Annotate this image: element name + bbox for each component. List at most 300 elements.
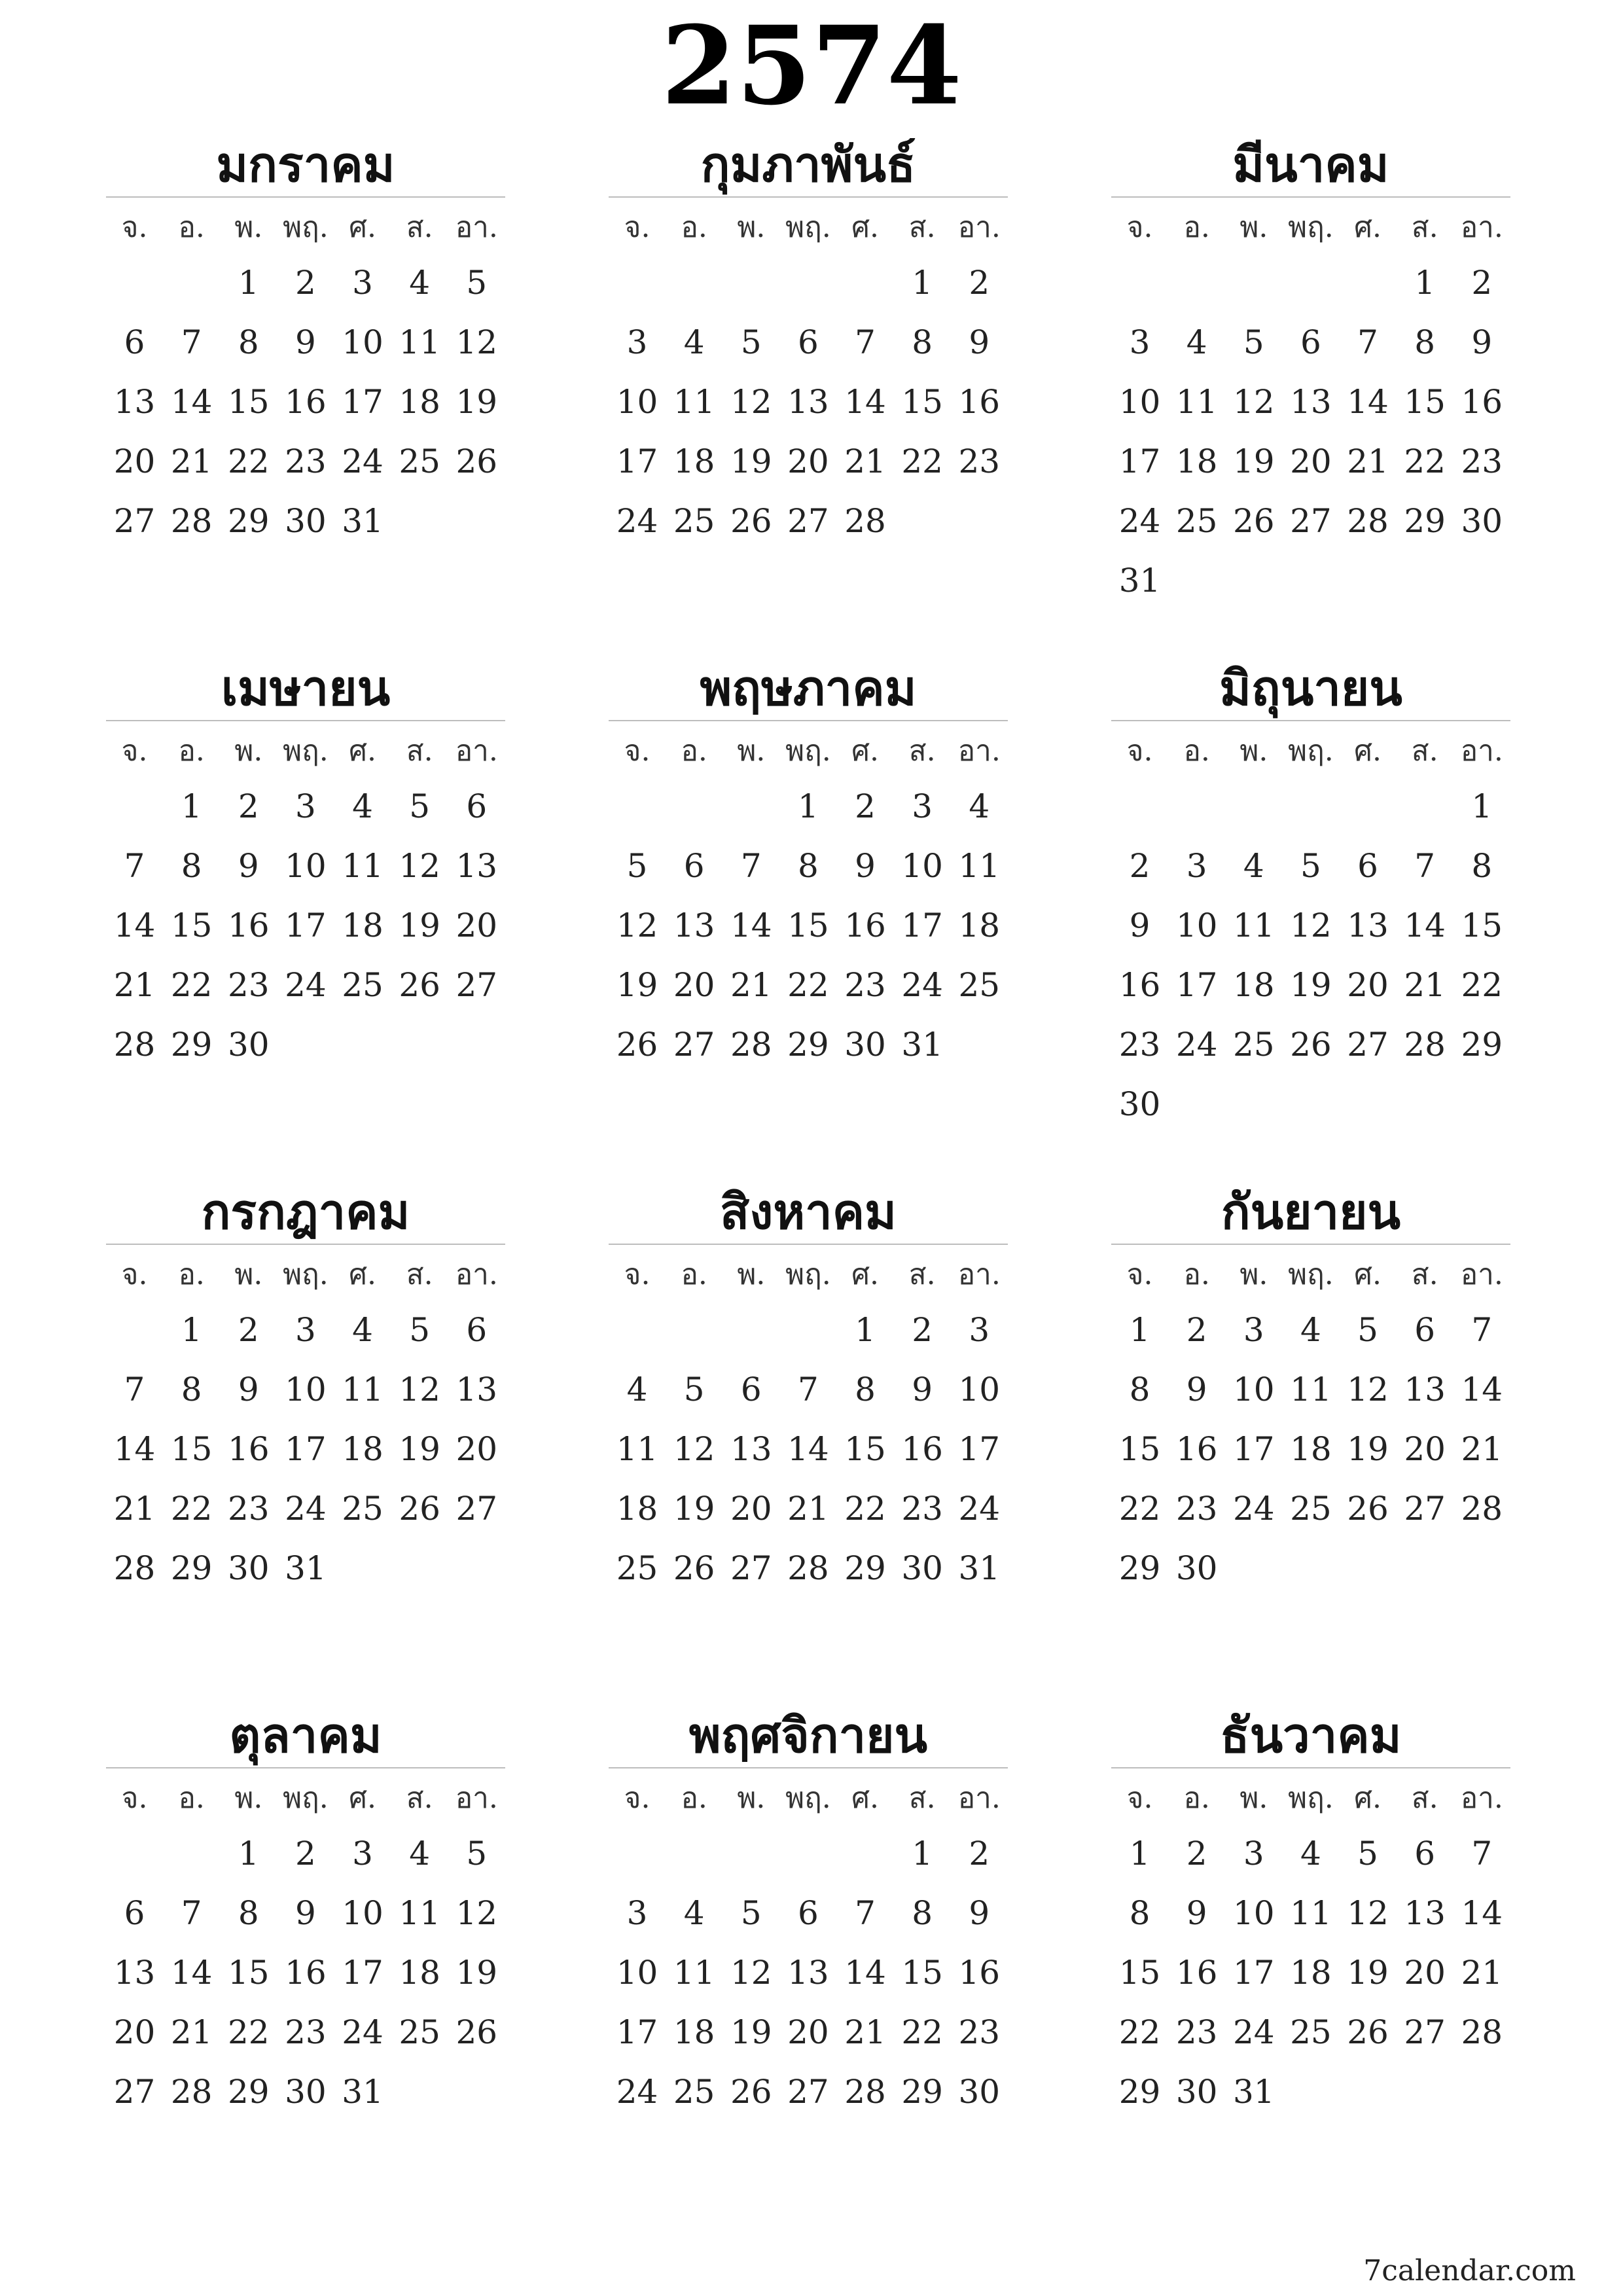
weekday-label: อ.	[1183, 1258, 1210, 1291]
day-cell: 1	[912, 1835, 933, 1873]
day-cell: 24	[901, 966, 943, 1004]
day-cell: 20	[673, 966, 715, 1004]
day-cell: 5	[466, 1835, 488, 1873]
day-cell	[1225, 1075, 1282, 1134]
week-row	[106, 2003, 505, 2062]
day-cell: 8	[181, 1371, 202, 1408]
weekday-label: พ.	[234, 734, 263, 768]
day-cell: 6	[1414, 1835, 1436, 1873]
week-row	[609, 896, 1008, 956]
day-cell: 27	[113, 502, 156, 540]
day-cell: 2	[238, 1311, 259, 1349]
day-cell: 4	[626, 1371, 648, 1408]
day-cell: 17	[901, 906, 943, 944]
day-cell: 1	[181, 1311, 202, 1349]
day-cell: 15	[1461, 906, 1503, 944]
day-cell: 7	[124, 1371, 145, 1408]
day-cell: 27	[787, 2073, 829, 2111]
month-name: พฤษภาคม	[700, 660, 917, 717]
day-cell: 17	[1233, 1430, 1275, 1468]
day-cell: 7	[798, 1371, 819, 1408]
day-cell: 12	[730, 383, 772, 421]
weekday-label: พ.	[1240, 211, 1268, 244]
weekday-label: ศ.	[851, 734, 880, 768]
weekday-label: พฤ.	[283, 734, 329, 768]
weekday-label: อา.	[1460, 734, 1503, 768]
day-cell: 22	[228, 2013, 270, 2051]
day-cell: 1	[912, 264, 933, 302]
day-cell: 16	[285, 383, 327, 421]
week-row	[106, 313, 505, 372]
week-row	[106, 1943, 505, 2003]
weekday-label: พฤ.	[1288, 1258, 1334, 1291]
day-cell	[951, 1015, 1008, 1075]
day-cell: 1	[1129, 1311, 1150, 1349]
day-cell: 3	[1243, 1311, 1264, 1349]
day-cell: 20	[730, 1490, 772, 1528]
month-divider	[1111, 720, 1510, 721]
day-cell: 9	[912, 1371, 933, 1408]
day-cell: 30	[844, 1026, 886, 1064]
weekday-label: อา.	[1460, 1782, 1503, 1815]
week-row	[1111, 432, 1510, 492]
day-cell	[334, 1015, 391, 1075]
day-cell: 27	[1404, 1490, 1446, 1528]
day-cell: 19	[399, 906, 440, 944]
weekday-label: ส.	[1411, 211, 1438, 244]
day-cell: 6	[683, 847, 705, 885]
week-row	[106, 1420, 505, 1479]
week-row	[609, 777, 1008, 836]
day-cell: 31	[1233, 2073, 1275, 2111]
day-cell: 12	[730, 1954, 772, 1992]
weekday-label: อา.	[957, 734, 1001, 768]
day-cell: 14	[844, 383, 886, 421]
week-row	[1111, 1943, 1510, 2003]
day-cell: 14	[170, 383, 213, 421]
day-cell: 8	[798, 847, 819, 885]
day-cell: 9	[295, 1894, 316, 1932]
weekday-label: อ.	[178, 1782, 205, 1815]
day-cell: 25	[673, 502, 715, 540]
day-cell: 9	[969, 323, 990, 361]
day-cell	[1111, 253, 1168, 313]
week-row	[609, 1300, 1008, 1360]
day-cell: 27	[113, 2073, 156, 2111]
month-name: ธันวาคม	[1220, 1708, 1402, 1764]
month-name: กรกฎาคม	[201, 1184, 410, 1240]
weekday-label: จ.	[624, 1782, 651, 1815]
day-cell: 22	[170, 966, 213, 1004]
day-cell: 29	[170, 1549, 213, 1587]
day-cell: 10	[616, 1954, 658, 1992]
day-cell: 4	[1300, 1311, 1321, 1349]
day-cell	[1340, 551, 1397, 611]
weekday-label: จ.	[1126, 1258, 1153, 1291]
weekday-label: พฤ.	[785, 1258, 831, 1291]
week-row	[1111, 777, 1510, 836]
day-cell: 15	[170, 906, 213, 944]
day-cell: 20	[787, 2013, 829, 2051]
day-cell: 4	[409, 1835, 431, 1873]
month-divider	[609, 1244, 1008, 1245]
week-row	[1111, 253, 1510, 313]
day-cell: 18	[342, 1430, 383, 1468]
day-cell: 27	[787, 502, 829, 540]
day-cell	[666, 777, 722, 836]
day-cell	[1168, 551, 1225, 611]
day-cell: 23	[228, 966, 270, 1004]
day-cell: 16	[228, 906, 270, 944]
weekday-label: พ.	[234, 211, 263, 244]
weekday-label: พ.	[1240, 1782, 1268, 1815]
day-cell: 15	[170, 1430, 213, 1468]
day-cell: 6	[798, 1894, 819, 1932]
day-cell: 25	[673, 2073, 715, 2111]
weekday-label: จ.	[1126, 211, 1153, 244]
day-cell	[448, 492, 505, 551]
month-block	[609, 1705, 1008, 2150]
day-cell	[666, 253, 722, 313]
weekday-label: อา.	[455, 1782, 498, 1815]
weekday-header	[1111, 726, 1510, 776]
week-row	[1111, 896, 1510, 956]
week-row	[609, 1015, 1008, 1075]
day-cell: 3	[1243, 1835, 1264, 1873]
month-block	[106, 1181, 505, 1626]
day-cell: 29	[1404, 502, 1446, 540]
day-cell: 3	[626, 323, 648, 361]
week-row	[609, 313, 1008, 372]
day-cell: 22	[1118, 2013, 1161, 2051]
day-cell	[1282, 1539, 1339, 1598]
weekday-label: ศ.	[1354, 1258, 1382, 1291]
month-block	[106, 658, 505, 1103]
weekday-label: ส.	[1411, 1782, 1438, 1815]
day-cell: 21	[787, 1490, 829, 1528]
day-cell: 4	[1243, 847, 1264, 885]
weekday-label: พ.	[1240, 734, 1268, 768]
day-cell: 10	[1175, 906, 1218, 944]
day-cell: 3	[912, 787, 933, 825]
day-cell	[1168, 253, 1225, 313]
day-cell: 11	[673, 383, 715, 421]
day-cell: 15	[228, 383, 270, 421]
day-cell: 25	[399, 442, 440, 480]
day-cell: 4	[683, 323, 705, 361]
weekday-label: จ.	[121, 734, 148, 768]
day-cell: 6	[798, 323, 819, 361]
weekday-header	[1111, 1250, 1510, 1299]
day-cell: 23	[1175, 2013, 1218, 2051]
day-cell: 15	[787, 906, 829, 944]
day-cell: 23	[285, 442, 327, 480]
weekday-label: ส.	[908, 734, 936, 768]
day-cell: 17	[616, 2013, 658, 2051]
day-cell	[951, 492, 1008, 551]
day-cell: 16	[1461, 383, 1503, 421]
day-cell: 3	[969, 1311, 990, 1349]
day-cell: 3	[626, 1894, 648, 1932]
day-cell: 5	[683, 1371, 705, 1408]
weekday-header	[609, 1774, 1008, 1823]
day-cell: 3	[295, 787, 316, 825]
week-row	[106, 1824, 505, 1884]
week-row	[1111, 1075, 1510, 1134]
day-cell: 10	[616, 383, 658, 421]
day-cell: 6	[124, 1894, 145, 1932]
weekday-label: ศ.	[851, 1258, 880, 1291]
week-row	[106, 432, 505, 492]
day-cell: 3	[295, 1311, 316, 1349]
week-row	[1111, 492, 1510, 551]
day-cell: 16	[844, 906, 886, 944]
weekday-label: จ.	[121, 211, 148, 244]
day-cell	[163, 253, 220, 313]
day-cell: 13	[787, 383, 829, 421]
day-cell: 17	[342, 1954, 383, 1992]
day-cell: 28	[730, 1026, 772, 1064]
weekday-label: อา.	[1460, 211, 1503, 244]
day-cell: 11	[958, 847, 1001, 885]
day-cell: 5	[409, 787, 431, 825]
week-row	[106, 836, 505, 896]
day-cell: 30	[1461, 502, 1503, 540]
week-row	[609, 1479, 1008, 1539]
day-cell: 7	[1471, 1311, 1493, 1349]
weekday-label: อา.	[1460, 1258, 1503, 1291]
day-cell: 30	[901, 1549, 943, 1587]
day-cell: 7	[1414, 847, 1436, 885]
day-cell	[391, 1539, 448, 1598]
weekday-label: อ.	[681, 734, 707, 768]
week-row	[106, 492, 505, 551]
day-cell: 15	[901, 1954, 943, 1992]
day-cell: 22	[901, 442, 943, 480]
day-cell: 25	[342, 1490, 383, 1528]
day-cell: 26	[1347, 1490, 1389, 1528]
day-cell	[1225, 551, 1282, 611]
weekday-label: ศ.	[349, 1782, 377, 1815]
day-cell	[391, 492, 448, 551]
weekday-label: พ.	[234, 1782, 263, 1815]
day-cell: 13	[1404, 1371, 1446, 1408]
day-cell	[722, 253, 779, 313]
weekday-label: จ.	[624, 1258, 651, 1291]
day-cell	[1225, 253, 1282, 313]
week-row	[1111, 1479, 1510, 1539]
day-cell	[334, 1539, 391, 1598]
day-cell: 14	[787, 1430, 829, 1468]
day-cell: 10	[1233, 1894, 1275, 1932]
day-cell: 15	[1404, 383, 1446, 421]
weekday-label: อ.	[681, 1258, 707, 1291]
week-row	[1111, 313, 1510, 372]
day-cell	[277, 1015, 334, 1075]
day-cell: 10	[342, 323, 383, 361]
day-cell: 2	[238, 787, 259, 825]
day-cell: 18	[399, 1954, 440, 1992]
day-cell: 5	[1300, 847, 1321, 885]
weekday-label: อา.	[957, 1782, 1001, 1815]
month-block	[1111, 1181, 1510, 1626]
day-cell: 7	[855, 323, 876, 361]
day-cell: 15	[1118, 1954, 1161, 1992]
day-cell: 7	[740, 847, 762, 885]
weekday-label: ศ.	[1354, 211, 1382, 244]
day-cell	[1282, 253, 1339, 313]
day-cell: 4	[352, 1311, 373, 1349]
day-cell: 19	[730, 442, 772, 480]
month-block	[106, 134, 505, 579]
day-cell: 2	[295, 1835, 316, 1873]
weekday-header	[609, 726, 1008, 776]
day-cell: 13	[730, 1430, 772, 1468]
weekday-header	[106, 1774, 505, 1823]
day-cell: 30	[1175, 1549, 1218, 1587]
day-cell: 7	[1471, 1835, 1493, 1873]
day-cell	[448, 1015, 505, 1075]
week-row	[1111, 372, 1510, 432]
day-cell: 15	[901, 383, 943, 421]
weekday-label: พ.	[1240, 1258, 1268, 1291]
day-cell: 29	[228, 2073, 270, 2111]
day-cell: 8	[238, 1894, 259, 1932]
weekday-label: พฤ.	[785, 211, 831, 244]
day-cell: 28	[1461, 1490, 1503, 1528]
day-cell: 30	[1118, 1085, 1161, 1123]
day-cell: 27	[673, 1026, 715, 1064]
month-block	[609, 658, 1008, 1103]
day-cell: 16	[958, 1954, 1001, 1992]
week-row	[1111, 956, 1510, 1015]
day-cell: 22	[1118, 1490, 1161, 1528]
day-cell: 16	[1175, 1954, 1218, 1992]
day-cell: 30	[285, 2073, 327, 2111]
day-cell: 18	[399, 383, 440, 421]
day-cell: 28	[1461, 2013, 1503, 2051]
weekday-label: จ.	[1126, 734, 1153, 768]
day-cell: 22	[844, 1490, 886, 1528]
weekday-label: ส.	[406, 1258, 433, 1291]
day-cell: 5	[1357, 1311, 1378, 1349]
day-cell: 12	[1233, 383, 1275, 421]
weekday-header	[609, 203, 1008, 252]
day-cell: 8	[912, 323, 933, 361]
day-cell: 21	[170, 442, 213, 480]
month-block	[1111, 134, 1510, 600]
day-cell: 25	[1175, 502, 1218, 540]
day-cell: 19	[1233, 442, 1275, 480]
day-cell: 24	[1118, 502, 1161, 540]
day-cell: 1	[1414, 264, 1436, 302]
day-cell: 17	[1233, 1954, 1275, 1992]
month-block	[609, 134, 1008, 579]
day-cell: 14	[844, 1954, 886, 1992]
weekday-label: อา.	[957, 211, 1001, 244]
day-cell	[722, 1824, 779, 1884]
day-cell	[1282, 2062, 1339, 2122]
day-cell: 1	[855, 1311, 876, 1349]
day-cell: 28	[113, 1549, 156, 1587]
day-cell: 31	[1118, 562, 1161, 600]
day-cell: 3	[352, 264, 373, 302]
day-cell: 30	[228, 1026, 270, 1064]
weekday-label: ส.	[1411, 734, 1438, 768]
day-cell: 23	[1461, 442, 1503, 480]
day-cell: 1	[1129, 1835, 1150, 1873]
day-cell	[1397, 1075, 1454, 1134]
weekday-label: พฤ.	[283, 1258, 329, 1291]
day-cell: 12	[616, 906, 658, 944]
day-cell: 23	[1118, 1026, 1161, 1064]
day-cell: 19	[616, 966, 658, 1004]
day-cell: 11	[342, 1371, 383, 1408]
day-cell: 26	[673, 1549, 715, 1587]
day-cell: 14	[1404, 906, 1446, 944]
day-cell: 17	[958, 1430, 1001, 1468]
week-row	[1111, 1539, 1510, 1598]
day-cell: 28	[844, 2073, 886, 2111]
day-cell: 12	[1347, 1894, 1389, 1932]
day-cell: 13	[1347, 906, 1389, 944]
week-row	[106, 1360, 505, 1420]
day-cell: 28	[1404, 1026, 1446, 1064]
weekday-label: อ.	[1183, 734, 1210, 768]
week-row	[609, 1884, 1008, 1943]
day-cell: 8	[1129, 1371, 1150, 1408]
day-cell	[1454, 2062, 1510, 2122]
day-cell: 19	[455, 383, 498, 421]
month-name: มีนาคม	[1232, 137, 1389, 193]
day-cell: 16	[1175, 1430, 1218, 1468]
day-cell: 28	[170, 502, 213, 540]
day-cell: 25	[399, 2013, 440, 2051]
week-row	[106, 1479, 505, 1539]
weekday-label: ศ.	[349, 211, 377, 244]
day-cell: 4	[1186, 323, 1207, 361]
weekday-header	[1111, 1774, 1510, 1823]
day-cell	[609, 1824, 666, 1884]
day-cell: 13	[455, 847, 498, 885]
weekday-label: อ.	[178, 734, 205, 768]
day-cell	[1111, 777, 1168, 836]
day-cell: 19	[399, 1430, 440, 1468]
day-cell: 21	[113, 966, 156, 1004]
day-cell: 27	[455, 1490, 498, 1528]
day-cell: 12	[399, 847, 440, 885]
month-divider	[106, 196, 505, 198]
day-cell: 17	[285, 906, 327, 944]
day-cell	[1168, 777, 1225, 836]
week-row	[106, 1300, 505, 1360]
day-cell: 6	[124, 323, 145, 361]
day-cell: 11	[1175, 383, 1218, 421]
day-cell: 24	[285, 1490, 327, 1528]
day-cell: 13	[455, 1371, 498, 1408]
day-cell: 11	[342, 847, 383, 885]
day-cell: 25	[958, 966, 1001, 1004]
day-cell: 13	[1404, 1894, 1446, 1932]
day-cell: 16	[901, 1430, 943, 1468]
day-cell	[1397, 777, 1454, 836]
day-cell: 22	[1461, 966, 1503, 1004]
weekday-label: ศ.	[851, 211, 880, 244]
day-cell: 28	[170, 2073, 213, 2111]
day-cell: 18	[1175, 442, 1218, 480]
day-cell: 26	[455, 442, 498, 480]
day-cell: 22	[901, 2013, 943, 2051]
